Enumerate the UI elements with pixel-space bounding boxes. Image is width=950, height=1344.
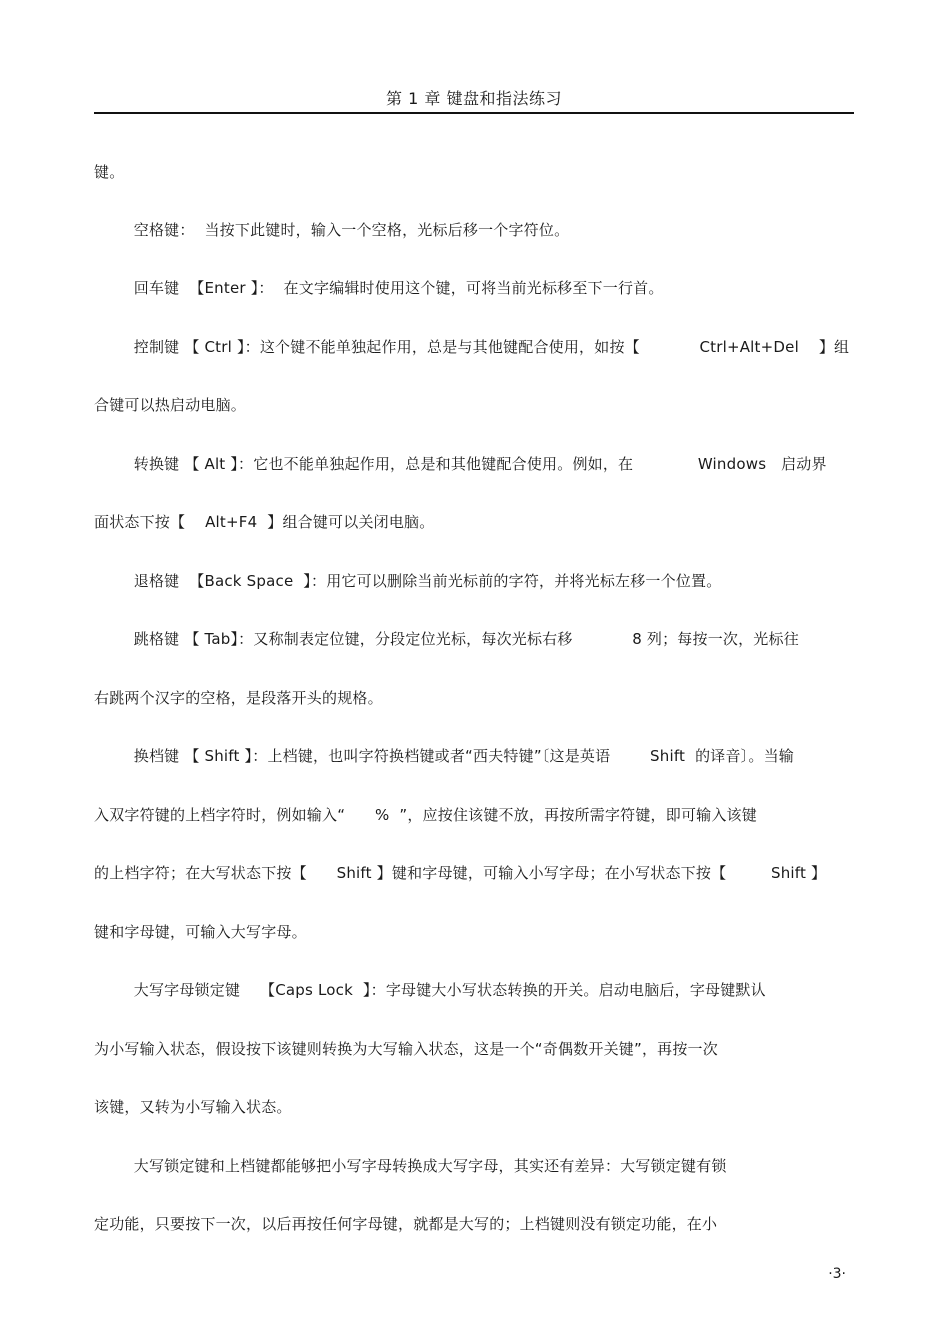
text-line: 键和字母键，可输入大写字母。	[94, 923, 307, 941]
text-line: 右跳两个汉字的空格，是段落开头的规格。	[94, 689, 383, 707]
text-line: 定功能，只要按下一次，以后再按任何字母键，就都是大写的；上档键则没有锁定功能，在小	[94, 1215, 718, 1233]
text-line: 大写锁定键和上档键都能够把小写字母转换成大写字母，其实还有差异：大写锁定键有锁	[94, 1157, 727, 1175]
text-line: 该键，又转为小写输入状态。	[94, 1098, 292, 1116]
text-line: 入双字符键的上档字符时，例如输入“ % ”，应按住该键不放，再按所需字符键，即可输入该键	[94, 806, 757, 824]
text-line: 为小写输入状态，假设按下该键则转换为大写输入状态，这是一个“奇偶数开关键”，再按一次	[94, 1040, 718, 1058]
text-line: 跳格键 【 Tab】：又称制表定位键，分段定位光标，每次光标右移 8 列；每按一次，光标往	[94, 630, 799, 648]
header-rule	[94, 112, 854, 114]
text-line: 大写字母锁定键 【Caps Lock 】：字母键大小写状态转换的开关。启动电脑后，字母键默认	[94, 981, 766, 999]
text-line: 转换键 【 Alt 】：它也不能单独起作用，总是和其他键配合使用。例如，在 Windows 启动界	[94, 455, 827, 473]
text-line: 换档键 【 Shift 】：上档键，也叫字符换档键或者“西夫特键”〔这是英语 Shift 的译音〕。当输	[94, 747, 794, 765]
page-number: ·3·	[828, 1266, 846, 1282]
text-line: 键。	[94, 163, 125, 181]
text-line: 合键可以热启动电脑。	[94, 396, 247, 414]
text-line: 控制键 【 Ctrl 】：这个键不能单独起作用，总是与其他键配合使用，如按【 Ctrl+Alt+Del 】组	[94, 338, 850, 356]
text-line: 的上档字符；在大写状态下按【 Shift 】键和字母键，可输入小写字母；在小写状态下按【 Shift 】	[94, 864, 827, 882]
text-line: 空格键： 当按下此键时，输入一个空格，光标后移一个字符位。	[94, 221, 570, 239]
text-line: 退格键 【Back Space 】：用它可以删除当前光标前的字符，并将光标左移一个位置。	[94, 572, 722, 590]
page-header-title: 第 1 章 键盘和指法练习	[386, 89, 562, 108]
text-line: 回车键 【Enter 】： 在文字编辑时使用这个键，可将当前光标移至下一行首。	[94, 279, 664, 297]
text-line: 面状态下按【 Alt+F4 】组合键可以关闭电脑。	[94, 513, 435, 531]
